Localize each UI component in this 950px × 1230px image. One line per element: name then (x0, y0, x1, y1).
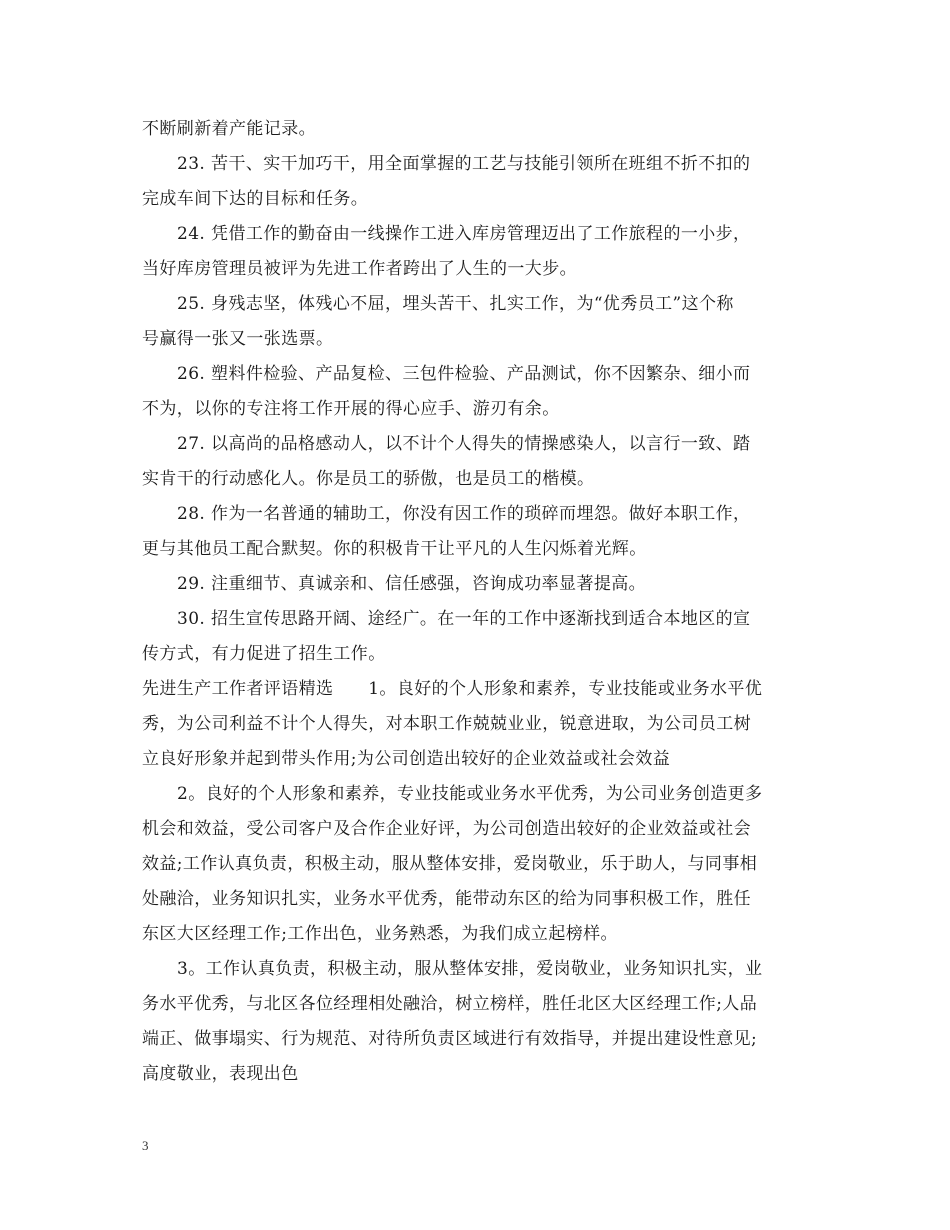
text-line: 25. 身残志坚，体残心不屈，埋头苦干、扎实工作，为“优秀员工”这个称 (177, 294, 734, 314)
text-line: 东区大区经理工作;工作出色，业务熟悉，为我们成立起榜样。 (142, 924, 618, 944)
text-line: 29. 注重细节、真诚亲和、信任感强，咨询成功率显著提高。 (177, 574, 647, 594)
text-line: 不断刷新着产能记录。 (142, 119, 316, 139)
text-line: 先进生产工作者评语精选 1。良好的个人形象和素养，专业技能或业务水平优 (142, 679, 763, 699)
text-line: 实肯干的行动感化人。你是员工的骄傲，也是员工的楷模。 (142, 469, 595, 489)
text-line: 24. 凭借工作的勤奋由一线操作工进入库房管理迈出了工作旅程的一小步， (177, 224, 751, 244)
text-line: 处融洽，业务知识扎实，业务水平优秀，能带动东区的给为同事积极工作，胜任 (142, 889, 751, 909)
text-line: 立良好形象并起到带头作用;为公司创造出较好的企业效益或社会效益 (142, 749, 671, 769)
text-line: 高度敬业，表现出色 (142, 1064, 299, 1084)
text-line: 号赢得一张又一张选票。 (142, 329, 334, 349)
text-line: 效益;工作认真负责，积极主动，服从整体安排，爱岗敬业，乐于助人，与同事相 (142, 854, 758, 874)
text-line: 传方式，有力促进了招生工作。 (142, 644, 386, 664)
text-line: 28. 作为一名普通的辅助工，你没有因工作的琐碎而埋怨。做好本职工作， (177, 504, 751, 524)
text-line: 23. 苦干、实干加巧干，用全面掌握的工艺与技能引领所在班组不折不扣的 (177, 154, 751, 174)
page-number: 3 (142, 1138, 149, 1153)
text-line: 2。良好的个人形象和素养，专业技能或业务水平优秀，为公司业务创造更多 (177, 784, 763, 804)
text-line: 端正、做事塌实、行为规范、对待所负责区域进行有效指导，并提出建设性意见; (142, 1029, 758, 1049)
document-body (142, 112, 812, 1092)
text-line: 不为，以你的专注将工作开展的得心应手、游刃有余。 (142, 399, 560, 419)
text-line: 30. 招生宣传思路开阔、途经广。在一年的工作中逐渐找到适合本地区的宣 (177, 609, 751, 629)
text-line: 更与其他员工配合默契。你的积极肯干让平凡的人生闪烁着光辉。 (142, 539, 647, 559)
text-line: 26. 塑料件检验、产品复检、三包件检验、产品测试，你不因繁杂、细小而 (177, 364, 751, 384)
text-line: 务水平优秀，与北区各位经理相处融洽，树立榜样，胜任北区大区经理工作;人品 (142, 994, 758, 1014)
text-line: 机会和效益，受公司客户及合作企业好评，为公司创造出较好的企业效益或社会 (142, 819, 751, 839)
text-line: 3。工作认真负责，积极主动，服从整体安排，爱岗敬业，业务知识扎实，业 (177, 959, 763, 979)
text-line: 当好库房管理员被评为先进工作者跨出了人生的一大步。 (142, 259, 577, 279)
text-line: 秀，为公司利益不计个人得失，对本职工作兢兢业业，锐意进取，为公司员工树 (142, 714, 751, 734)
text-line: 完成车间下达的目标和任务。 (142, 189, 369, 209)
text-line: 27. 以高尚的品格感动人，以不计个人得失的情操感染人，以言行一致、踏 (177, 434, 751, 454)
